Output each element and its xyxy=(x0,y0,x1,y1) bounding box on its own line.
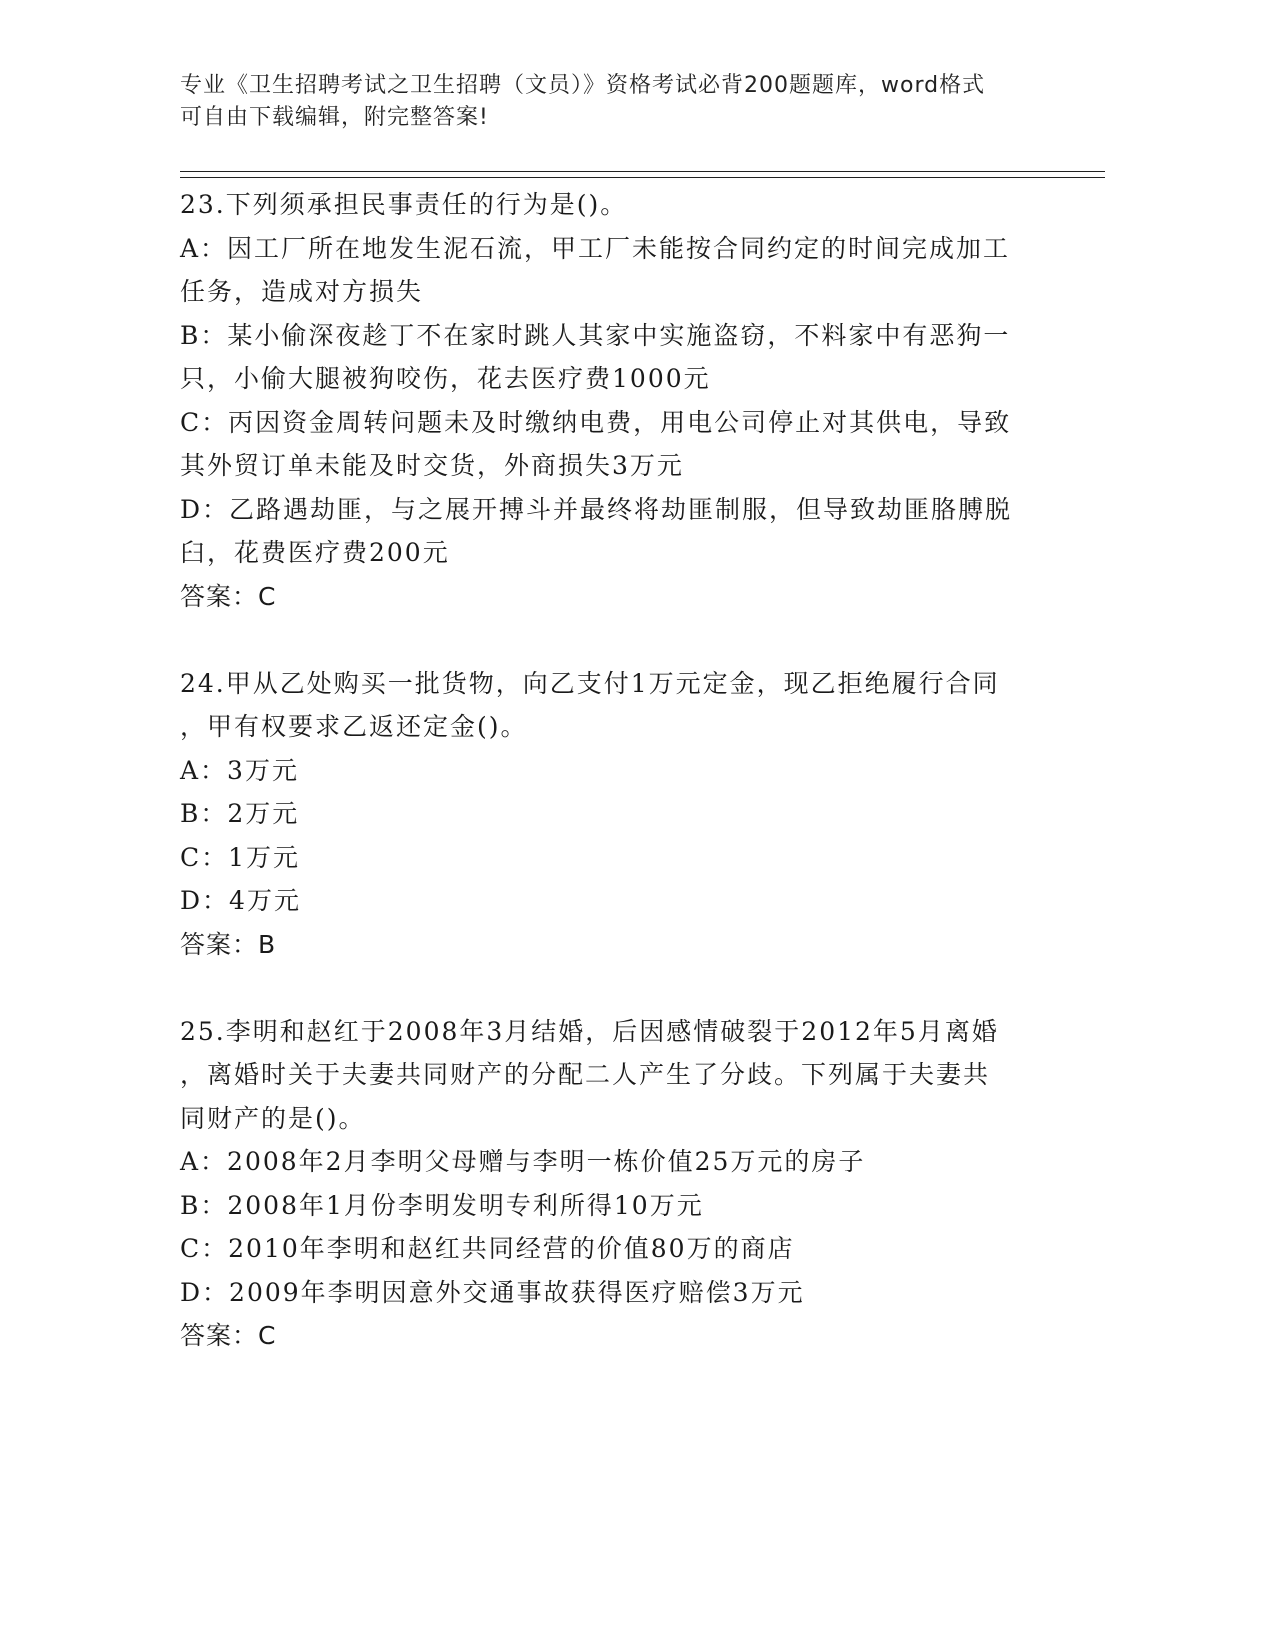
answer-label: 答案：C xyxy=(180,1321,277,1350)
option-a-line: 任务，造成对方损失 xyxy=(180,277,424,306)
question-stem-line: 24.甲从乙处购买一批货物，向乙支付1万元定金，现乙拒绝履行合同 xyxy=(180,668,1000,698)
option-c-line: 其外贸订单未能及时交货，外商损失3万元 xyxy=(180,451,684,480)
option-c-line: C：丙因资金周转问题未及时缴纳电费，用电公司停止对其供电，导致 xyxy=(180,407,1012,437)
question-list xyxy=(180,183,1040,1358)
option-d-line: D：2009年李明因意外交通事故获得医疗赔偿3万元 xyxy=(180,1277,805,1307)
question-gap xyxy=(180,618,1040,662)
question-stem-line: 25.李明和赵红于2008年3月结婚，后因感情破裂于2012年5月离婚 xyxy=(180,1016,999,1046)
question-23 xyxy=(180,183,1040,618)
header-divider-top xyxy=(180,171,1105,172)
option-c-line: C：2010年李明和赵红共同经营的价值80万的商店 xyxy=(180,1234,795,1263)
option-d-line: 臼，花费医疗费200元 xyxy=(180,538,450,567)
header-line-2: 可自由下载编辑，附完整答案! xyxy=(180,105,489,130)
option-d-line: D：乙路遇劫匪，与之展开搏斗并最终将劫匪制服，但导致劫匪胳膊脱 xyxy=(180,494,1013,524)
option-a-line: A：3万元 xyxy=(180,755,299,785)
option-c-line: C：1万元 xyxy=(180,842,301,872)
question-gap xyxy=(180,966,1040,1010)
option-d-line: D：4万元 xyxy=(180,886,301,915)
question-stem-line: ，离婚时关于夫妻共同财产的分配二人产生了分歧。下列属于夫妻共 xyxy=(180,1060,991,1089)
header-line-1: 专业《卫生招聘考试之卫生招聘（文员）》资格考试必背200题题库，word格式 xyxy=(180,73,986,98)
answer-label: 答案：B xyxy=(180,929,277,959)
question-25 xyxy=(180,1010,1040,1358)
answer-label: 答案：C xyxy=(180,581,277,611)
question-stem-line: 同财产的是()。 xyxy=(180,1103,366,1133)
document-header xyxy=(180,70,1040,134)
question-stem-line: ，甲有权要求乙返还定金()。 xyxy=(180,712,528,741)
option-a-line: A：因工厂所在地发生泥石流，甲工厂未能按合同约定的时间完成加工 xyxy=(180,233,1011,263)
option-b-line: 只，小偷大腿被狗咬伤，花去医疗费1000元 xyxy=(180,364,711,393)
option-b-line: B：某小偷深夜趁丁不在家时跳人其家中实施盗窃，不料家中有恶狗一 xyxy=(180,320,1011,350)
option-b-line: B：2万元 xyxy=(180,799,300,828)
option-b-line: B：2008年1月份李明发明专利所得10万元 xyxy=(180,1190,704,1220)
header-divider-bottom xyxy=(180,177,1105,178)
option-a-line: A：2008年2月李明父母赠与李明一栋价值25万元的房子 xyxy=(180,1147,866,1176)
question-stem-line: 23.下列须承担民事责任的行为是()。 xyxy=(180,190,628,219)
question-24 xyxy=(180,662,1040,967)
